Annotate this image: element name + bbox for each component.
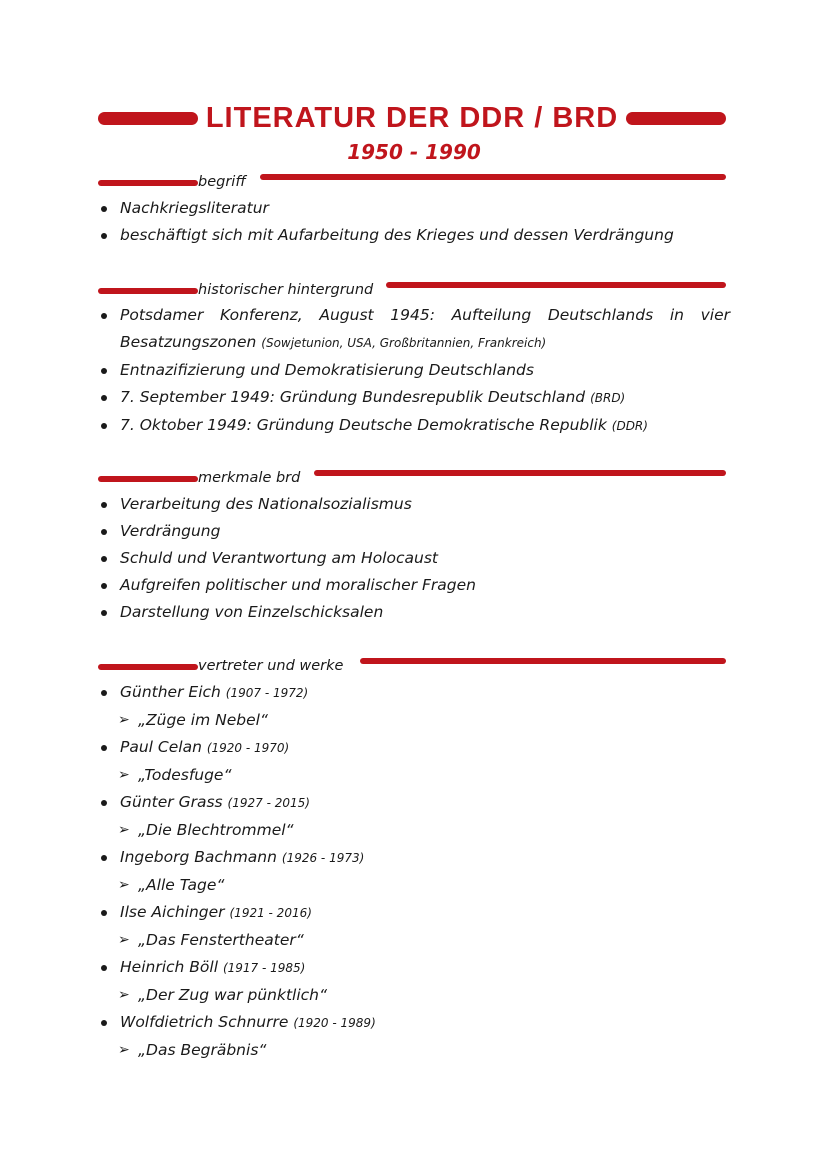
work-title: „Todesfuge“ [138, 766, 232, 784]
list-historisch [98, 302, 730, 440]
list-item [98, 357, 730, 384]
section-bar-left [98, 476, 198, 482]
author-name: Günther Eich [120, 683, 221, 701]
work-item [98, 927, 730, 954]
section-bar-left [98, 180, 198, 186]
section-label: merkmale brd [198, 470, 301, 486]
author-item [98, 789, 730, 844]
work-title: „Die Blechtrommel“ [138, 821, 294, 839]
section-bar-right [386, 282, 726, 288]
list-item [98, 302, 730, 357]
section-bar-right [260, 174, 726, 180]
author-name: Ingeborg Bachmann [120, 848, 277, 866]
section-header-begriff [98, 172, 726, 194]
work-title: „Der Zug war pünktlich“ [138, 986, 328, 1004]
work-item [98, 982, 730, 1009]
arrow-bullet-icon: ➢ [118, 712, 130, 728]
list-item: beschäftigt sich mit Aufarbeitung des Krieges und dessen Verdrängung [98, 222, 730, 249]
work-title: „Das Fenstertheater“ [138, 931, 304, 949]
list-item: Nachkriegsliteratur [98, 195, 730, 222]
list-item: Verdrängung [98, 518, 730, 545]
list-merkmale [98, 491, 730, 626]
list-item-text: Entnazifizierung und Demokratisierung Deutschlands [120, 361, 534, 379]
section-label: historischer hintergrund [198, 282, 374, 298]
section-bar-left [98, 664, 198, 670]
page-subtitle: 1950 - 1990 [347, 140, 481, 164]
section-header-historisch [98, 280, 726, 302]
arrow-bullet-icon: ➢ [118, 877, 130, 893]
section-label: vertreter und werke [198, 658, 344, 674]
author-item [98, 679, 730, 734]
author-name: Wolfdietrich Schnurre [120, 1013, 289, 1031]
author-years: (1921 - 2016) [229, 906, 312, 920]
work-title: „Züge im Nebel“ [138, 711, 268, 729]
work-title: „Alle Tage“ [138, 876, 225, 894]
author-years: (1920 - 1989) [293, 1016, 376, 1030]
arrow-bullet-icon: ➢ [118, 932, 130, 948]
section-bar-left [98, 288, 198, 294]
list-begriff [98, 195, 730, 249]
author-name: Heinrich Böll [120, 958, 219, 976]
author-item [98, 954, 730, 1009]
list-item: Verarbeitung des Nationalsozialismus [98, 491, 730, 518]
section-label: begriff [198, 174, 246, 190]
list-item [98, 384, 730, 412]
author-item [98, 734, 730, 789]
work-item [98, 707, 730, 734]
author-years: (1920 - 1970) [206, 741, 290, 755]
author-item [98, 1009, 730, 1064]
author-years: (1907 - 1972) [225, 686, 309, 700]
list-item-text: 7. September 1949: Gründung Bundesrepublik Deutschland [120, 388, 586, 406]
work-item [98, 762, 730, 789]
section-bar-right [360, 658, 726, 664]
arrow-bullet-icon: ➢ [118, 1042, 130, 1058]
list-item [98, 412, 730, 440]
work-title: „Das Begräbnis“ [138, 1041, 267, 1059]
list-item-note: (DDR) [611, 419, 648, 433]
list-item: Schuld und Verantwortung am Holocaust [98, 545, 730, 572]
author-years: (1926 - 1973) [281, 851, 365, 865]
list-item-text: 7. Oktober 1949: Gründung Deutsche Demokratische Republik [120, 416, 607, 434]
work-item [98, 872, 730, 899]
list-item-line: Potsdamer Konferenz, August 1945: Aufteilung Deutschlands in vier [120, 306, 730, 324]
section-header-merkmale [98, 468, 726, 490]
work-item [98, 1037, 730, 1064]
section-header-vertreter [98, 656, 726, 678]
author-years: (1917 - 1985) [222, 961, 306, 975]
section-bar-right [314, 470, 726, 476]
author-years: (1927 - 2015) [227, 796, 310, 810]
list-item-line: Besatzungszonen [120, 333, 257, 351]
author-name: Ilse Aichinger [120, 903, 225, 921]
author-name: Paul Celan [120, 738, 202, 756]
title-row [98, 100, 726, 136]
title-bar-left [98, 112, 198, 125]
author-item [98, 844, 730, 899]
arrow-bullet-icon: ➢ [118, 822, 130, 838]
list-item-note: (Sowjetunion, USA, Großbritannien, Frankreich) [261, 336, 547, 350]
title-bar-right [626, 112, 726, 125]
author-item [98, 899, 730, 954]
work-item [98, 817, 730, 844]
list-item: Darstellung von Einzelschicksalen [98, 599, 730, 626]
list-item: Aufgreifen politischer und moralischer Fragen [98, 572, 730, 599]
arrow-bullet-icon: ➢ [118, 767, 130, 783]
arrow-bullet-icon: ➢ [118, 987, 130, 1003]
page-title: LITERATUR DER DDR / BRD [205, 101, 619, 134]
author-name: Günter Grass [120, 793, 223, 811]
list-vertreter [98, 679, 730, 1064]
list-item-note: (BRD) [590, 391, 626, 405]
